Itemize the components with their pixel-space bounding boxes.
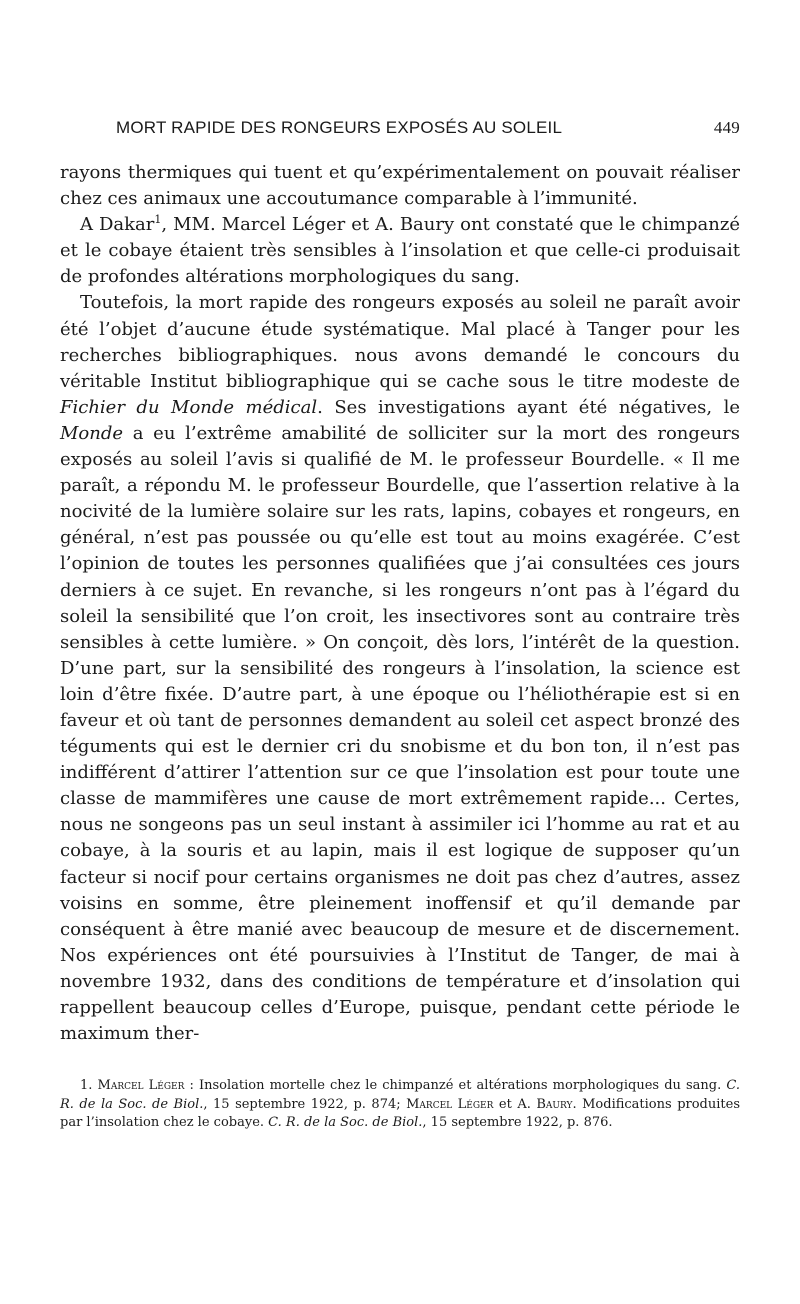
footnote (60, 1077, 740, 1133)
paragraph (60, 212, 740, 290)
text-run: et A. (493, 1096, 537, 1112)
running-header (60, 118, 740, 138)
text-run: , 15 septembre 1922, p. 876. (422, 1115, 613, 1131)
page-number: 449 (713, 118, 740, 137)
text-run: . Modifications produites par l’insolation chez le cobaye. (60, 1096, 740, 1131)
small-caps-name: Baury (536, 1096, 573, 1112)
text-run: , 15 septembre 1922, p. 874; (203, 1096, 407, 1112)
italic-text: Monde (60, 422, 124, 444)
text-run: . Ses investigations ayant été négatives, le (317, 396, 740, 418)
paragraph (60, 160, 740, 212)
text-run: : Insolation mortelle chez le chimpanzé et altérations morphologiques du sang. (184, 1078, 727, 1094)
page (60, 118, 740, 1133)
running-title: MORT RAPIDE DES RONGEURS EXPOSÉS AU SOLEIL (116, 118, 563, 137)
footnote-ref: 1 (154, 213, 162, 227)
italic-text: C. R. de la Soc. de Biol. (268, 1115, 423, 1131)
text-run: rayons thermiques qui tuent et qu’expérimentalement on pouvait réaliser chez ces animaux une accoutumance comparable à l’immunité. (60, 162, 740, 210)
paragraph (60, 290, 740, 1047)
text-run: Toutefois, la mort rapide des rongeurs exposés au soleil ne paraît avoir été l’objet d’aucune étude systématique. Mal placé à Tanger pour les recherches bibliographiques. nous avons demandé le concours du véritable Institut bibliographique qui se cache sous le titre modeste de (60, 292, 740, 392)
small-caps-name: Marcel Léger (97, 1078, 185, 1094)
text-run: , MM. Marcel Léger et A. Baury ont constaté que le chimpanzé et le cobaye étaient très sensibles à l’insolation et que celle-ci produisait de profondes altérations morphologiques du sang. (60, 214, 740, 288)
text-run: a eu l’extrême amabilité de solliciter sur la mort des rongeurs exposés au soleil l’avis si qualifié de M. le professeur Bourdelle. « Il me paraît, a répondu M. le professeur Bourdelle, que l’assertion relative à la nocivité de la lumière solaire sur les rats, lapins, cobayes et rongeurs, en général, n’est pas poussée ou qu’elle est tout au moins exagérée. C’est l’opinion de toutes les personnes qualifiées que j’ai consultées ces jours derniers à ce sujet. En revanche, si les rongeurs n’ont pas à l’égard du soleil la sensibilité que l’on croit, les insectivores sont au contraire très sensibles à cette lumière. » On conçoit, dès lors, l’intérêt de la question. D’une part, sur la sensibilité des rongeurs à l’insolation, la science est loin d’être fixée. D’autre part, à une époque ou l’héliothérapie est si en faveur et où tant de personnes demandent au soleil cet aspect bronzé des téguments qui est le dernier cri du snobisme et du bon ton, il n’est pas indifférent d’attirer l’attention sur ce que l’insolation est pour toute une classe de mammifères une cause de mort extrêmement rapide... Certes, nous ne songeons pas un seul instant à assimiler ici l’homme au rat et au cobaye, à la souris et au lapin, mais il est logique de supposer qu’un facteur si nocif pour certains organismes ne doit pas chez d’autres, assez voisins en somme, être pleinement inoffensif et qu’il demande par conséquent à être manié avec beaucoup de mesure et de discernement. Nos expériences ont été poursuivies à l’Institut de Tanger, de mai à novembre 1932, dans des conditions de température et d’insolation qui rappellent beaucoup celles d’Europe, puisque, pendant cette période le maximum ther- (60, 422, 740, 1045)
footnotes (60, 1077, 740, 1133)
small-caps-name: Marcel Léger (406, 1096, 494, 1112)
italic-text: Fichier du Monde médical (60, 396, 318, 418)
text-run: 1. (80, 1078, 98, 1094)
text-run: A Dakar (80, 214, 155, 236)
italic-text: C. R. de la Soc. de Biol. (60, 1078, 740, 1112)
body-text (60, 160, 740, 1047)
